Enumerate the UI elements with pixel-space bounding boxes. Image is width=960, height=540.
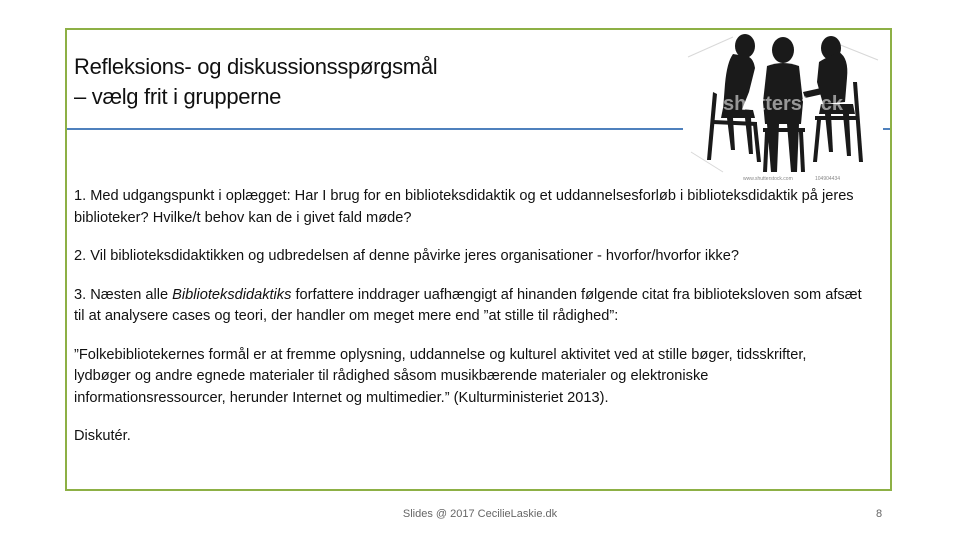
footer-credit: Slides @ 2017 CecilieLaskie.dk — [402, 508, 558, 520]
question-3-start: 3. Næsten alle — [74, 286, 173, 303]
slide-number: 8 — [876, 508, 883, 520]
question-1: 1. Med udgangspunkt i oplægget: Har I brug for en biblioteksdidaktik og et uddannelsesforløb i biblioteksdidaktik på jeres biblioteker? Hvilke/t behov kan de i givet fald møde? — [74, 188, 854, 226]
question-3-end: forfattere inddrager uafhængigt af hinanden følgende citat fra biblioteksloven som afsæt til at analysere cases og teori, der handler om meget mere end ”at stille til rådighed”: — [74, 286, 862, 324]
image-source-text: www.shutterstock.com — [743, 176, 793, 182]
book-title: Biblioteksdidaktiks — [172, 286, 292, 303]
slide-title-line-2: – vælg frit i grupperne — [74, 84, 282, 109]
law-quote: ”Folkebibliotekernes formål er at fremme oplysning, uddannelse og kulturel aktivitet ved at stille bøger, tidsskrifter, lydbøger og andre egnede materialer til rådighed såsom musikbærende materialer og elektroniske informationsressourcer, herunder Internet og multimedier.” (Kulturministeriet 2013). — [74, 346, 807, 406]
slide-title — [74, 52, 437, 112]
question-3 — [74, 285, 864, 328]
slide-title-line-1: Refleksions- og diskussionsspørgsmål — [74, 54, 438, 79]
question-list — [74, 186, 864, 448]
silhouette-illustration — [683, 32, 883, 184]
discuss-prompt: Diskutér. — [74, 428, 131, 444]
question-2: 2. Vil biblioteksdidaktikken og udbredelsen af denne påvirke jeres organisationer - hvorfor/hvorfor ikke? — [74, 248, 739, 264]
image-id-text: 104904434 — [815, 176, 841, 182]
people-talking-image — [683, 32, 883, 184]
watermark-text: shutterstock — [722, 93, 844, 115]
